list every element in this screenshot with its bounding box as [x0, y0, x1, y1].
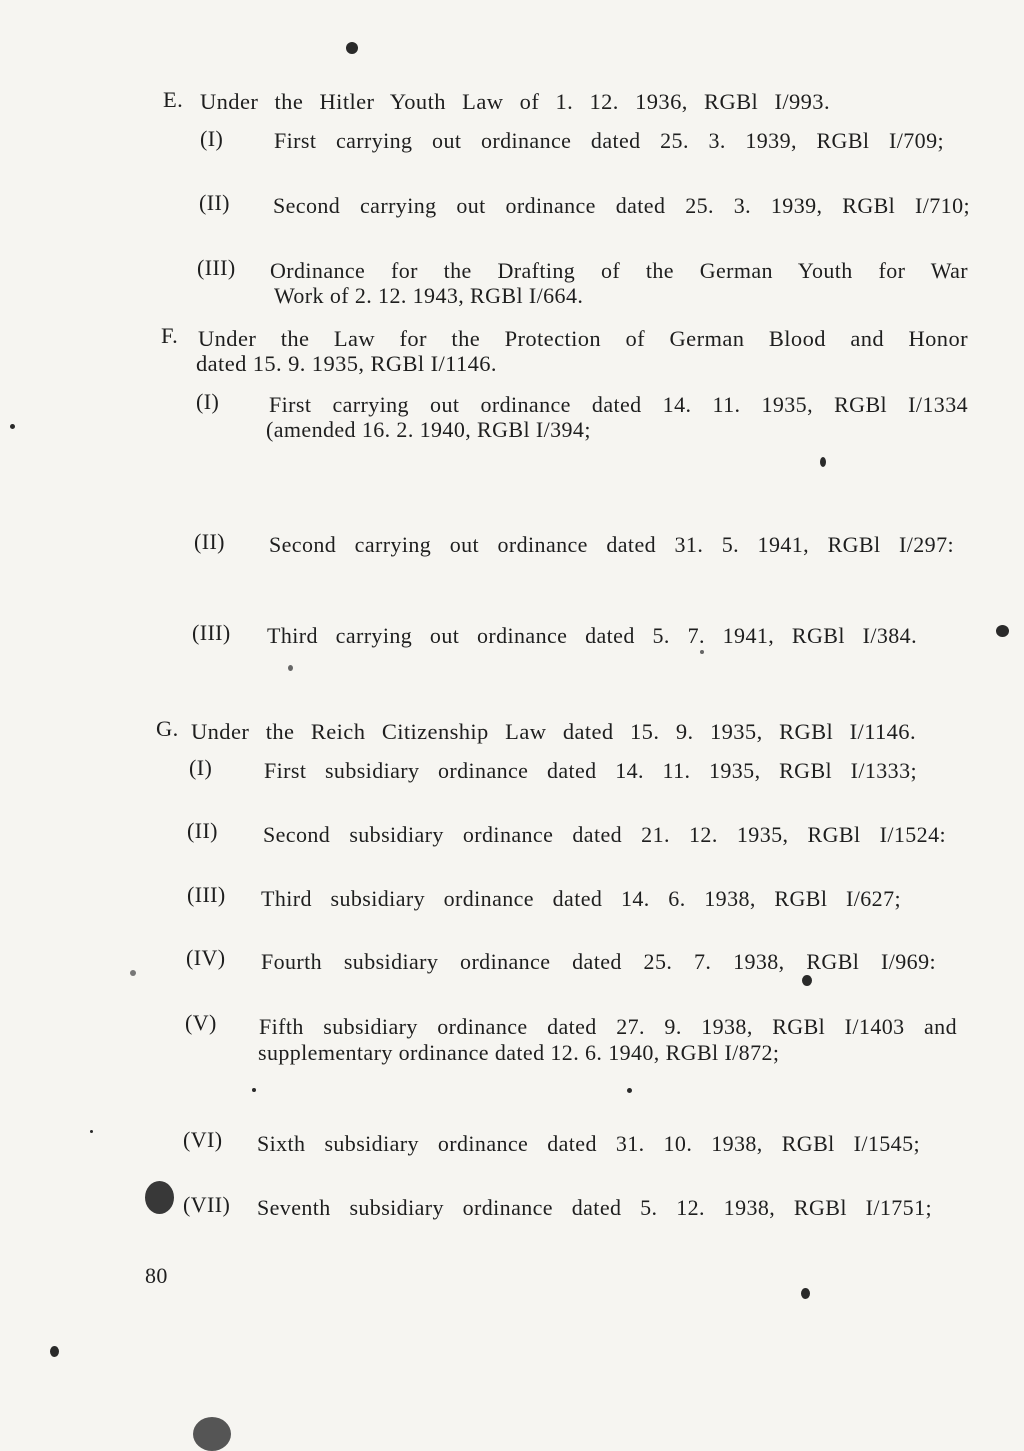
section-g-item-5-line-1: Fifth subsidiary ordinance dated 27. 9. 1938, RGBl I/1403 and — [259, 1014, 957, 1039]
section-g-item-6-text: Sixth subsidiary ordinance dated 31. 10. 1938, RGBl I/1545; — [257, 1131, 920, 1156]
section-f-letter: F. — [161, 323, 179, 348]
ink-speck — [130, 970, 136, 976]
section-g-item-2-text: Second subsidiary ordinance dated 21. 12. 1935, RGBl I/1524: — [263, 822, 946, 847]
page-number: 80 — [145, 1263, 168, 1288]
section-g-item-5-number: (V) — [185, 1010, 217, 1035]
ink-speck — [801, 1288, 810, 1299]
ink-speck — [252, 1088, 256, 1092]
section-e-item-1-text: First carrying out ordinance dated 25. 3. 1939, RGBl I/709; — [274, 128, 944, 153]
section-e-item-2-text: Second carrying out ordinance dated 25. 3. 1939, RGBl I/710; — [273, 193, 970, 218]
section-f-item-1-number: (I) — [196, 389, 220, 414]
ink-blot — [193, 1417, 231, 1451]
ink-speck — [802, 975, 812, 986]
section-e-letter: E. — [163, 87, 184, 112]
section-f-heading-line-2: dated 15. 9. 1935, RGBl I/1146. — [196, 351, 497, 376]
section-f-item-1-line-1: First carrying out ordinance dated 14. 11. 1935, RGBl I/1334 — [269, 392, 968, 417]
section-g-item-4-number: (IV) — [186, 945, 226, 970]
ink-speck — [700, 650, 704, 654]
ink-speck — [627, 1088, 632, 1093]
ink-speck — [10, 424, 15, 429]
section-g-item-7-text: Seventh subsidiary ordinance dated 5. 12. 1938, RGBl I/1751; — [257, 1195, 932, 1220]
section-g-item-7-number: (VII) — [183, 1192, 231, 1217]
section-f-item-3-number: (III) — [192, 620, 231, 645]
section-f-item-1-line-2: (amended 16. 2. 1940, RGBl I/394; — [266, 417, 591, 442]
section-f-heading-line-1: Under the Law for the Protection of German Blood and Honor — [198, 326, 968, 351]
section-e-heading: Under the Hitler Youth Law of 1. 12. 1936, RGBl I/993. — [200, 89, 830, 114]
section-f-item-2-text: Second carrying out ordinance dated 31. 5. 1941, RGBl I/297: — [269, 532, 954, 557]
section-e-item-3-line-2: Work of 2. 12. 1943, RGBl I/664. — [274, 283, 584, 308]
ink-speck — [50, 1346, 59, 1357]
section-g-item-4-text: Fourth subsidiary ordinance dated 25. 7. 1938, RGBl I/969: — [261, 949, 936, 974]
ink-blot — [145, 1181, 174, 1214]
section-g-item-1-text: First subsidiary ordinance dated 14. 11. 1935, RGBl I/1333; — [264, 758, 917, 783]
ink-speck — [90, 1130, 93, 1133]
section-e-item-3-number: (III) — [197, 255, 236, 280]
ink-speck — [996, 625, 1009, 637]
ink-speck — [346, 42, 358, 54]
section-f-item-3-text: Third carrying out ordinance dated 5. 7. 1941, RGBl I/384. — [267, 623, 917, 648]
section-g-item-1-number: (I) — [189, 755, 213, 780]
section-g-item-5-line-2: supplementary ordinance dated 12. 6. 1940, RGBl I/872; — [258, 1040, 780, 1065]
ink-speck — [820, 457, 826, 467]
section-e-item-3-line-1: Ordinance for the Drafting of the German Youth for War — [270, 258, 968, 283]
ink-speck — [288, 665, 293, 671]
section-g-letter: G. — [156, 716, 179, 741]
section-e-item-1-number: (I) — [200, 126, 224, 151]
section-g-item-6-number: (VI) — [183, 1127, 223, 1152]
section-f-item-2-number: (II) — [194, 529, 225, 554]
section-g-item-2-number: (II) — [187, 818, 218, 843]
section-g-item-3-number: (III) — [187, 882, 226, 907]
section-e-item-2-number: (II) — [199, 190, 230, 215]
section-g-item-3-text: Third subsidiary ordinance dated 14. 6. 1938, RGBl I/627; — [261, 886, 901, 911]
section-g-heading: Under the Reich Citizenship Law dated 15. 9. 1935, RGBl I/1146. — [191, 719, 916, 744]
